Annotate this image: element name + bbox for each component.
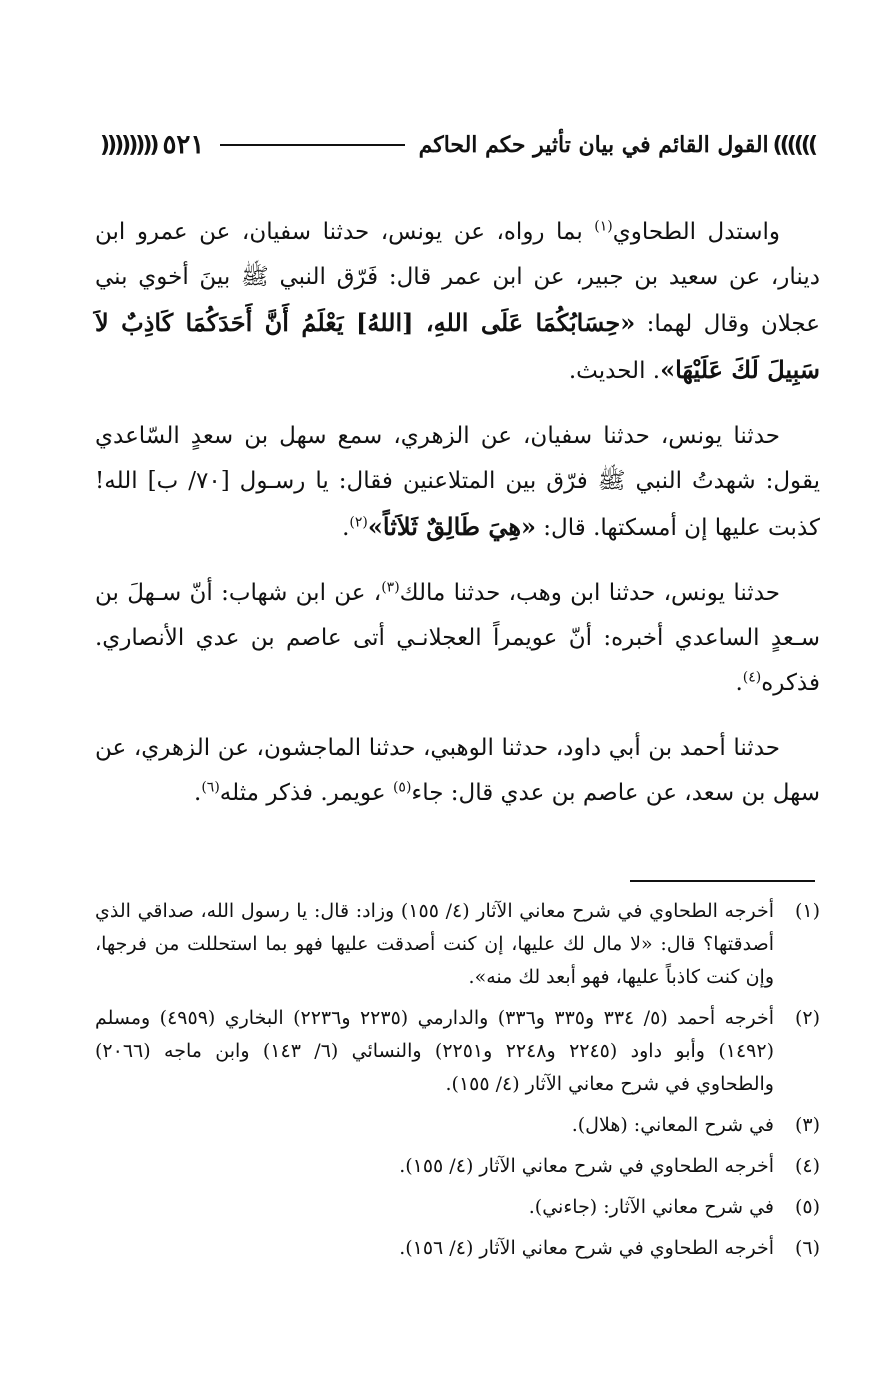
footnote-2 bbox=[95, 1002, 820, 1101]
paragraph-4 bbox=[95, 726, 820, 816]
footnote-3 bbox=[95, 1109, 820, 1142]
paragraph-3 bbox=[95, 571, 820, 706]
footnote-ref: (٦) bbox=[201, 779, 220, 796]
footnote-text: أخرجه أحمد (٥/ ٣٣٤ و٣٣٥ و٣٣٦) والدارمي (٢٢٣٥ و٢٢٣٦) البخاري (٤٩٥٩) ومسلم (١٤٩٢) وأبو داود (٢٢٤٥ و٢٢٤٨ و٢٢٥١) والنسائي (٦/ ١٤٣) وابن ماجه (٢٠٦٦) والطحاوي في شرح معاني الآثار (٤/ ١٥٥). bbox=[95, 1007, 775, 1095]
footnote-text: أخرجه الطحاوي في شرح معاني الآثار (٤/ ١٥٥) وزاد: قال: يا رسول الله، صداقي الذي أصدقتها؟ قال: «لا مال لك عليها، إن كنت أصدقت عليها فهو بما استحللت من فرجها، وإن كنت كاذباً عليها، فهو أبعد لك منه». bbox=[95, 900, 774, 988]
paragraph-text: حدثنا يونس، حدثنا ابن وهب، حدثنا مالك bbox=[399, 580, 780, 606]
footnote-ref: (٣) bbox=[381, 579, 400, 596]
hadith-quote: «هِيَ طَالِقٌ ثَلاَثاً» bbox=[367, 512, 536, 541]
footnote-6 bbox=[95, 1232, 820, 1265]
paragraph-text: . bbox=[194, 780, 202, 806]
footnote-ref: (٢) bbox=[349, 514, 368, 531]
paragraph-text: . bbox=[735, 670, 743, 696]
footnote-ref: (١) bbox=[594, 218, 613, 235]
footnote-text: في شرح المعاني: (هلال). bbox=[571, 1114, 774, 1136]
paragraph-text: حدثنا أحمد بن أبي داود، حدثنا الوهبي، حدثنا الماجشون، عن الزهري، عن سهل بن سعد، عن عاصم بن عدي قال: جاء bbox=[95, 735, 820, 806]
paragraph-1 bbox=[95, 210, 820, 394]
ornament-left: (((((((( bbox=[100, 132, 157, 158]
header-rule bbox=[220, 144, 404, 146]
footnote-number: (٥) bbox=[794, 1196, 820, 1218]
ornament-right: )))))) bbox=[772, 132, 815, 158]
page-number: ٥٢١ bbox=[162, 130, 205, 160]
footnote-1 bbox=[95, 895, 820, 994]
footnotes bbox=[95, 895, 820, 1273]
main-text bbox=[95, 210, 820, 836]
footnote-number: (٢) bbox=[794, 1007, 820, 1029]
footnote-number: (١) bbox=[794, 900, 820, 922]
running-title: القول القائم في بيان تأثير حكم الحاكم bbox=[418, 132, 769, 158]
footnote-text: أخرجه الطحاوي في شرح معاني الآثار (٤/ ١٥٥). bbox=[399, 1155, 774, 1177]
footnote-4 bbox=[95, 1150, 820, 1183]
footnote-number: (٦) bbox=[794, 1237, 820, 1259]
paragraph-2 bbox=[95, 414, 820, 551]
footnote-text: في شرح معاني الآثار: (جاءني). bbox=[528, 1196, 774, 1218]
footnote-number: (٤) bbox=[794, 1155, 820, 1177]
footnote-ref: (٤) bbox=[742, 669, 762, 686]
paragraph-text: حدثنا يونس، حدثنا سفيان، عن الزهري، سمع سهل بن سعدٍ السّاعدي يقول: شهدتُ النبي ﷺ فرّق بين المتلاعنين فقال: يا رسـول [٧٠/ ب] الله! كذبت عليها إن أمسكتها. قال: bbox=[95, 423, 820, 541]
paragraph-text: . bbox=[342, 515, 350, 541]
footnote-text: أخرجه الطحاوي في شرح معاني الآثار (٤/ ١٥٦). bbox=[399, 1237, 774, 1259]
paragraph-text: واستدل الطحاوي bbox=[612, 219, 780, 245]
hadith-quote: «حِسَابُكُمَا عَلَى اللهِ، [اللهُ] يَعْلَمُ أَنَّ أَحَدَكُمَا كَاذِبٌ لاَ سَبِيلَ لَكَ عَلَيْهَا» bbox=[95, 308, 820, 384]
footnote-separator bbox=[630, 880, 815, 882]
paragraph-text: ، عن ابن شهاب: أنّ سـهلَ بن سـعدٍ الساعدي أخبره: أنّ عويمراً العجلانـي أتى عاصم بن عدي الأنصاري. فذكره bbox=[95, 580, 820, 696]
running-header bbox=[100, 125, 815, 165]
paragraph-text: . الحديث. bbox=[568, 358, 661, 384]
footnote-number: (٣) bbox=[794, 1114, 820, 1136]
paragraph-text: بما رواه، عن يونس، حدثنا سفيان، عن عمرو ابن دينار، عن سعيد بن جبير، عن ابن عمر قال: فَرّق النبي ﷺ بينَ أخوي بني عجلان وقال لهما: bbox=[95, 219, 820, 337]
footnote-5 bbox=[95, 1191, 820, 1224]
paragraph-text: عويمر. فذكر مثله bbox=[219, 780, 393, 806]
footnote-ref: (٥) bbox=[392, 779, 412, 796]
